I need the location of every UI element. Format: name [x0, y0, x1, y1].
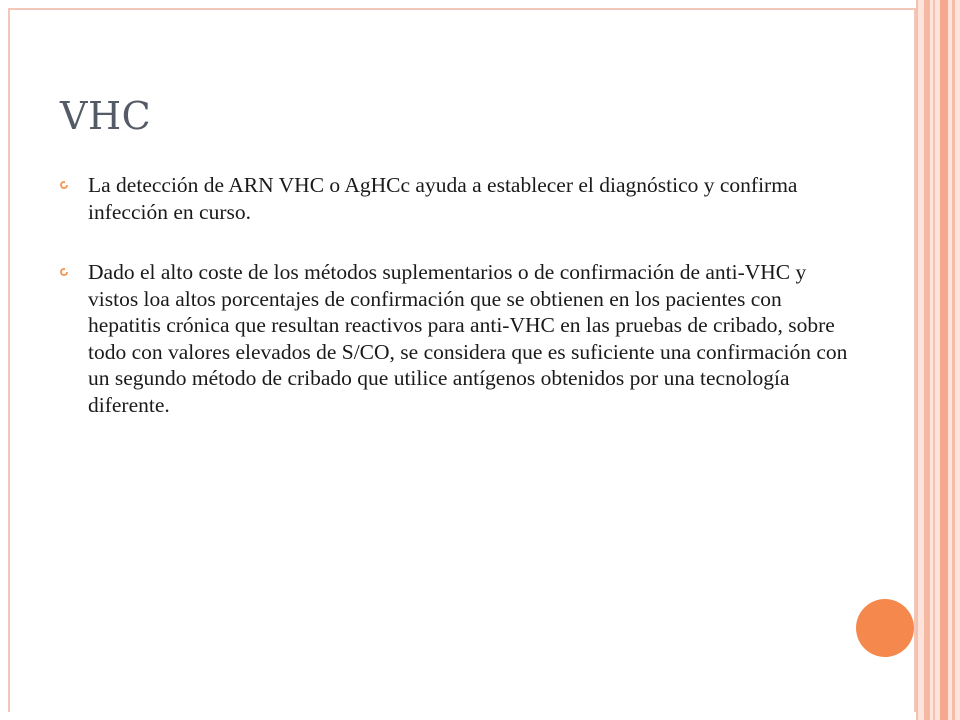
- decorative-stripe: [952, 0, 955, 720]
- bullet-item: [60, 259, 850, 418]
- bullet-text: La detección de ARN VHC o AgHCc ayuda a establecer el diagnóstico y confirma infección en curso.: [88, 173, 798, 224]
- bullet-icon: [60, 181, 68, 189]
- decorative-stripe: [916, 0, 918, 720]
- slide-title: VHC: [60, 94, 152, 138]
- bullet-icon: [60, 268, 68, 276]
- decorative-stripe: [933, 0, 935, 720]
- bullet-list: [60, 172, 850, 452]
- bullet-text: Dado el alto coste de los métodos suplementarios o de confirmación de anti-VHC y vistos loa altos porcentajes de confirmación que se obtienen en los pacientes con hepatitis crónica que resultan reactivos para anti-VHC en las pruebas de cribado, sobre todo con valores elevados de S/CO, se considera que es suficiente una confirmación con un segundo método de cribado que utilice antígenos obtenidos por una tecnología diferente.: [88, 260, 848, 417]
- decorative-stripe: [940, 0, 948, 720]
- orange-circle-decoration: [856, 599, 914, 657]
- decorative-stripe: [924, 0, 930, 720]
- bullet-item: [60, 172, 850, 225]
